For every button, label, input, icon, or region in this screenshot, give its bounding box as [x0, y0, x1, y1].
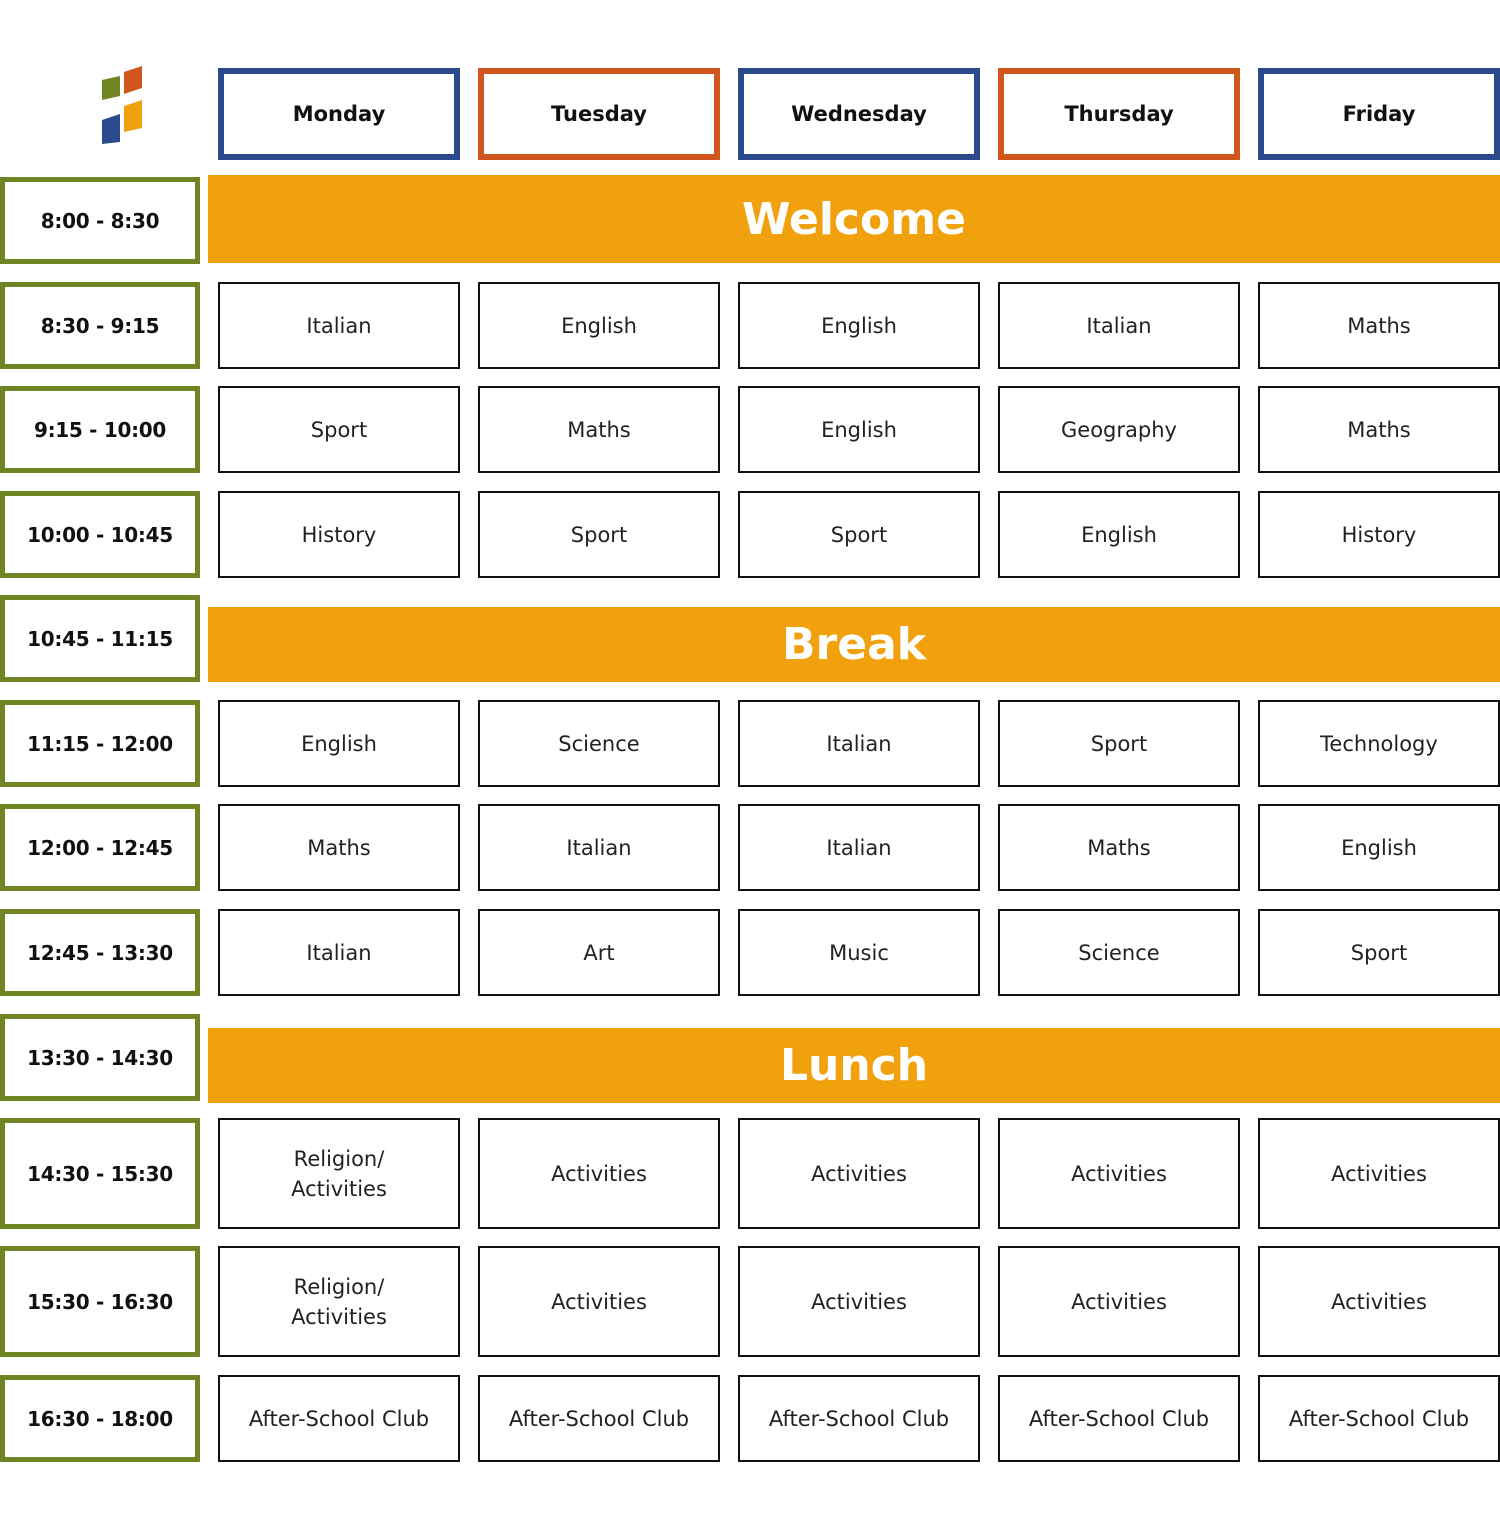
lesson-cell: Activities [998, 1118, 1240, 1229]
lesson-cell: Maths [998, 804, 1240, 891]
lesson-cell: English [738, 386, 980, 473]
time-slot: 8:30 - 9:15 [0, 282, 200, 369]
time-slot: 12:45 - 13:30 [0, 909, 200, 996]
lesson-cell: After-School Club [1258, 1375, 1500, 1462]
lesson-cell: Maths [1258, 282, 1500, 369]
lesson-cell: Sport [218, 386, 460, 473]
lesson-cell: Italian [738, 804, 980, 891]
lesson-cell: English [738, 282, 980, 369]
day-header-thursday: Thursday [998, 68, 1240, 160]
lesson-cell: Maths [478, 386, 720, 473]
lesson-cell: Science [478, 700, 720, 787]
lesson-cell: History [218, 491, 460, 578]
time-slot: 13:30 - 14:30 [0, 1014, 200, 1101]
lesson-cell: Activities [1258, 1246, 1500, 1357]
day-header-tuesday: Tuesday [478, 68, 720, 160]
welcome-band: Welcome [208, 175, 1500, 263]
lunch-band: Lunch [208, 1028, 1500, 1103]
time-slot: 9:15 - 10:00 [0, 386, 200, 473]
lesson-cell: Maths [218, 804, 460, 891]
lesson-cell: Sport [738, 491, 980, 578]
lesson-cell: Activities [478, 1246, 720, 1357]
lesson-cell: Italian [998, 282, 1240, 369]
lesson-cell: History [1258, 491, 1500, 578]
lesson-cell: After-School Club [738, 1375, 980, 1462]
lesson-cell: Music [738, 909, 980, 996]
lesson-cell: Activities [478, 1118, 720, 1229]
lesson-cell: Italian [478, 804, 720, 891]
lesson-cell: Activities [738, 1246, 980, 1357]
lesson-cell: Italian [218, 282, 460, 369]
day-header-friday: Friday [1258, 68, 1500, 160]
time-slot: 11:15 - 12:00 [0, 700, 200, 787]
lesson-cell: After-School Club [998, 1375, 1240, 1462]
lesson-cell: Activities [738, 1118, 980, 1229]
time-slot: 10:45 - 11:15 [0, 595, 200, 682]
lesson-cell: English [478, 282, 720, 369]
time-slot: 16:30 - 18:00 [0, 1375, 200, 1462]
lesson-cell: Technology [1258, 700, 1500, 787]
school-logo-icon [100, 66, 144, 146]
lesson-cell: After-School Club [478, 1375, 720, 1462]
time-slot: 12:00 - 12:45 [0, 804, 200, 891]
lesson-cell: Art [478, 909, 720, 996]
lesson-cell: Activities [998, 1246, 1240, 1357]
lesson-cell: Maths [1258, 386, 1500, 473]
lesson-cell: Sport [478, 491, 720, 578]
lesson-cell: Italian [738, 700, 980, 787]
lesson-cell: Activities [1258, 1118, 1500, 1229]
lesson-cell: Sport [998, 700, 1240, 787]
lesson-cell: Italian [218, 909, 460, 996]
time-slot: 14:30 - 15:30 [0, 1118, 200, 1229]
time-slot: 8:00 - 8:30 [0, 177, 200, 264]
lesson-cell: Religion/ Activities [218, 1246, 460, 1357]
break-band: Break [208, 607, 1500, 682]
lesson-cell: English [1258, 804, 1500, 891]
day-header-wednesday: Wednesday [738, 68, 980, 160]
lesson-cell: After-School Club [218, 1375, 460, 1462]
time-slot: 15:30 - 16:30 [0, 1246, 200, 1357]
lesson-cell: Sport [1258, 909, 1500, 996]
lesson-cell: English [218, 700, 460, 787]
lesson-cell: Religion/ Activities [218, 1118, 460, 1229]
lesson-cell: Science [998, 909, 1240, 996]
day-header-monday: Monday [218, 68, 460, 160]
time-slot: 10:00 - 10:45 [0, 491, 200, 578]
lesson-cell: Geography [998, 386, 1240, 473]
lesson-cell: English [998, 491, 1240, 578]
